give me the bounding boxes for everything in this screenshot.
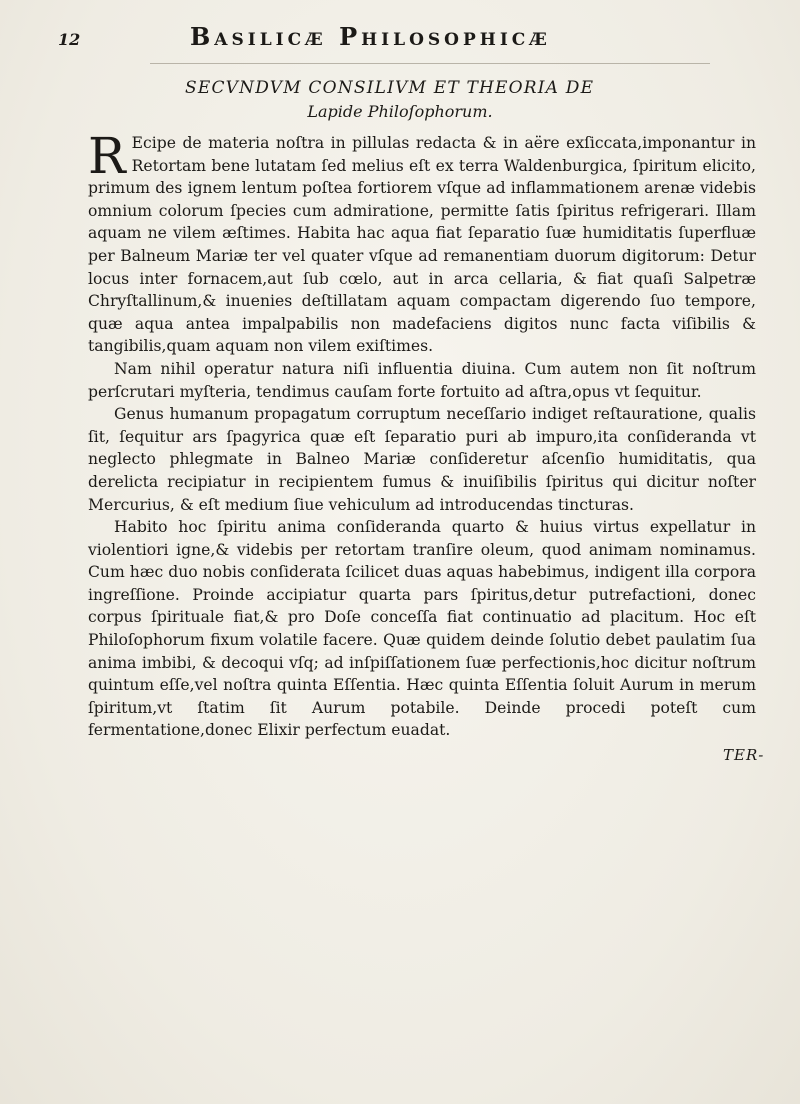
- running-header: Basilicæ Philosophicæ: [190, 22, 551, 51]
- catchword: TER-: [723, 746, 765, 764]
- drop-cap: R: [88, 127, 126, 185]
- paragraph-4: Habito hoc ſpiritu anima conſideranda quarto & huius virtus expellatur in violentiori igne,& videbis per retortam tranſire oleum, quod animam nominamus. Cum hæc duo nobis conſiderata ſcilicet duas aquas habebimus, indigent illa corpora ingreſſione. Proinde accipiatur quarta pars ſpiritus,detur putrefactioni, donec corpus ſpirituale fiat,& pro Doſe conceſſa fiat continuatio ad placitum. Hoc eſt Philoſophorum fixum volatile facere. Quæ quidem deinde ſolutio debet paulatim ſua anima imbibi, & decoqui vſq; ad inſpiſſationem ſuæ perfectionis,hoc dicitur noſtrum quintum eſſe,vel noſtra quinta Eſſentia. Hæc quinta Eſſentia ſoluit Aurum in merum ſpiritum,vt ſtatim ſit Aurum potabile. Deinde procedi poteſt cum fermentatione,donec Elixir perfectum euadat.: [88, 518, 756, 740]
- paragraph-3: Genus humanum propagatum corruptum neceſſario indiget reſtauratione, qualis ſit, ſequitur ars ſpagyrica quæ eſt ſeparatio puri ab impuro,ita conſideranda vt neglecto phlegmate in Balneo Mariæ conſideretur aſcenſio humiditatis, qua derelicta recipiatur in recipientem fumus & inuiſibilis ſpiritus qui dicitur noſter Mercurius, & eſt medium ſiue vehiculum ad introducendas tincturas.: [88, 405, 756, 514]
- body-text: [88, 127, 756, 742]
- paragraph-1-text: Ecipe de materia noſtra in pillulas redacta & in aëre exſiccata,imponantur in Retortam bene lutatam ſed melius eſt ex terra Waldenburgica, ſpiritum elicito, primum des ignem lentum poſtea fortiorem vſque ad inflammationem arenæ videbis omnium colorum ſpecies cum admiratione, permitte ſatis ſpiritus refrigerari. Illam aquam ne vilem æſtimes. Habita hac aqua fiat ſeparatio ſuæ humiditatis ſuperfluæ per Balneum Mariæ ter vel quater vſque ad remanentiam duorum digitorum: Detur locus inter fornacem,aut ſub cœlo, aut in arca cellaria, & fiat quaſi Salpetræ Chryſtallinum,& inuenies deſtillatam aquam compactam digerendo ſuo tempore, quæ aqua antea impalpabilis non madefaciens digitos nunc facta viſibilis & tangibilis,quam aquam non vilem exiſtimes.: [88, 134, 756, 356]
- page-number: 12: [58, 30, 81, 49]
- section-title: SECVNDVM CONSILIVM ET THEORIA DE: [185, 78, 595, 98]
- paragraph-1: [88, 127, 756, 358]
- header-rule: [150, 63, 710, 64]
- section-subtitle: Lapide Philoſophorum.: [307, 102, 493, 121]
- paragraph-2: Nam nihil operatur natura niſi influentia diuina. Cum autem non ſit noſtrum perſcrutari myſteria, tendimus cauſam forte fortuito ad aſtra,opus vt ſequitur.: [88, 359, 756, 401]
